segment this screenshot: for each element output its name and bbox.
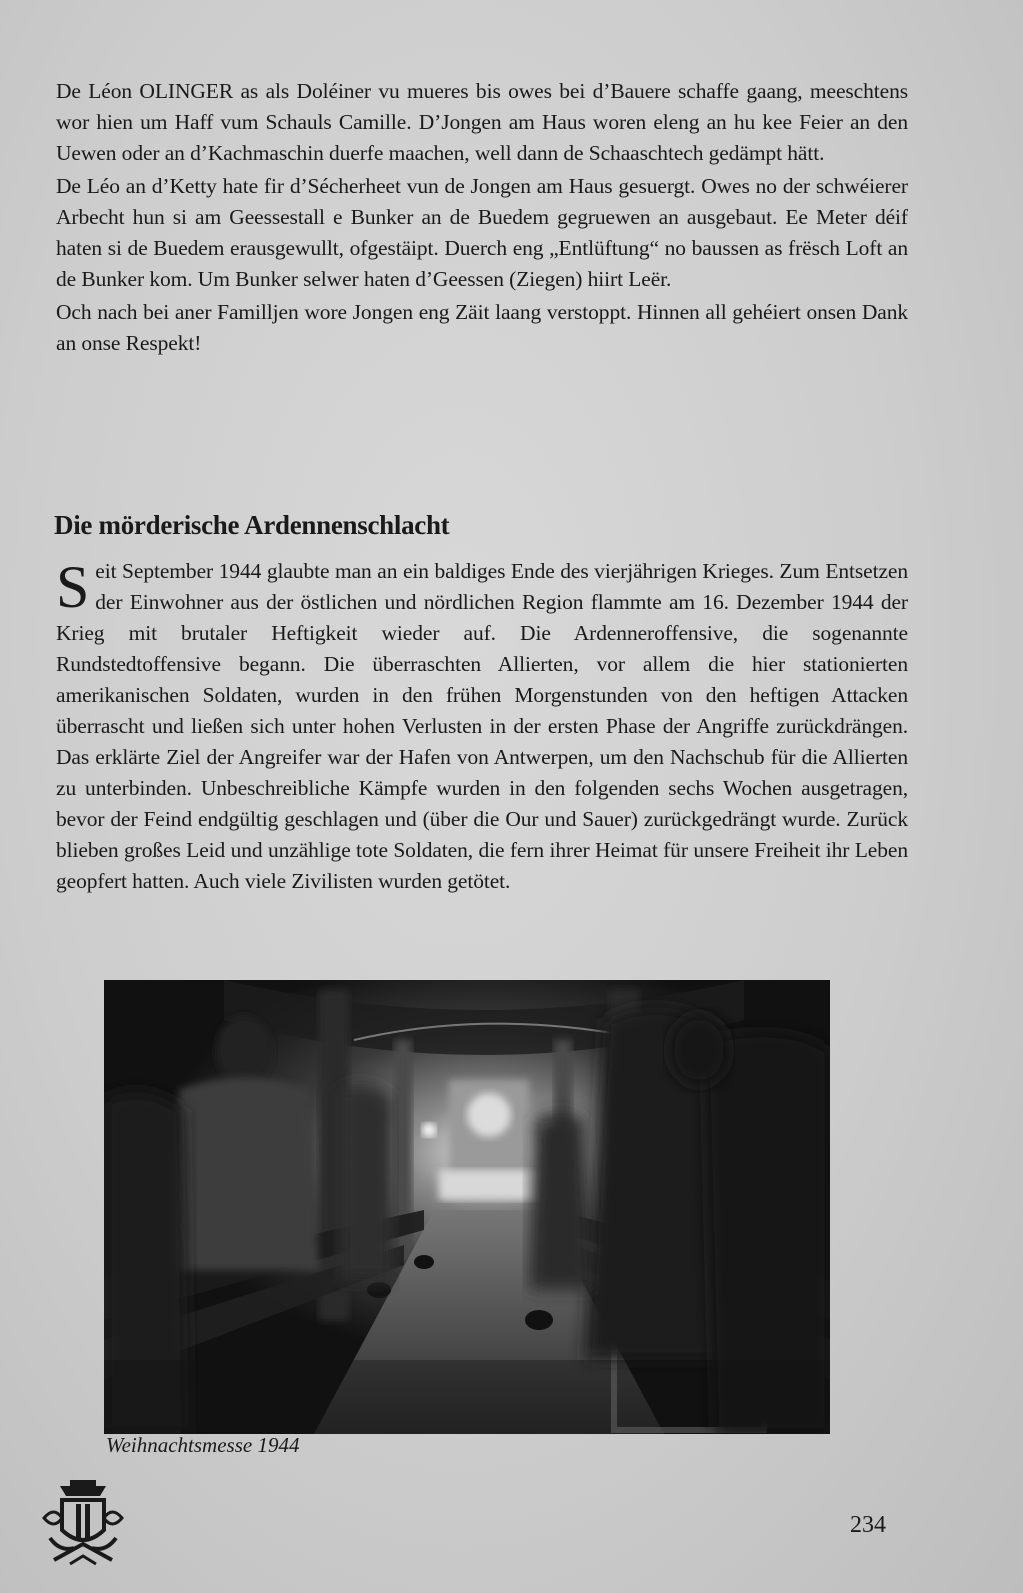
section-heading: Die mörderische Ardennenschlacht (54, 510, 450, 540)
page-number: 234 (850, 1512, 886, 1538)
section-body-text: eit September 1944 glaubte man an ein baldiges Ende des vierjährigen Krieges. Zum Entsetzen der Einwohner aus der östlichen und nördlichen Region flammte am 16. Dezember 1944 der Krieg mit brutaler Heftigkeit wieder auf. Die Ardenneroffensive, die sogenannte Rundstedtoffensive begann. Die überraschten Allierten, vor allem die hier stationierten amerikanischen Soldaten, wurden in den frühen Morgenstunden von den heftigen Attacken überrascht und ließen sich unter hohen Verlusten in der ersten Phase der Angriffe zurückdrängen. Das erklärte Ziel der Angreifer war der Hafen von Antwerpen, um den Nachschub für die Allierten zu unterbinden. Unbeschreibliche Kämpfe wurden in den folgenden sechs Wochen ausgetragen, bevor der Feind endgültig geschlagen und (über die Our und Sauer) zurückgedrängt wurde. Zurück blieben großes Leid und unzählige tote Soldaten, die fern ihrer Heimat für unsere Freiheit ihr Leben geopfert hatten. Auch viele Zivilisten wurden getötet. (56, 559, 908, 893)
photo-caption: Weihnachtsmesse 1944 (106, 1433, 300, 1457)
intro-paragraph-2: De Léo an d’Ketty hate fir d’Sécherheet vun de Jongen am Haus gesuergt. Owes no der schwéierer Arbecht hun si am Geessestall e Bunker an de Buedem gegruewen an ausgebaut. Ee Meter déif haten si de Buedem erausgewullt, ofgestäipt. Duerch eng „Entlüftung“ no baussen as frësch Loft an de Bunker kom. Um Bunker selwer haten d’Geessen (Ziegen) hiirt Leër. (56, 174, 908, 291)
intro-paragraph-1: De Léon OLINGER as als Doléiner vu mueres bis owes bei d’Bauere schaffe gaang, meeschtens wor hien um Haff vum Schauls Camille. D’Jongen am Haus woren eleng an hu kee Feier an den Uewen oder an d’Kachmaschin duerfe maachen, well dann de Schaaschtech gedämpt hätt. (56, 79, 908, 165)
section-paragraph (56, 556, 908, 897)
intro-paragraph-3: Och nach bei aner Familljen wore Jongen eng Zäit laang verstoppt. Hinnen all gehéiert onsen Dank an onse Respekt! (56, 300, 908, 355)
intro-text-block (56, 76, 908, 361)
photo-illustration (104, 980, 830, 1434)
heraldic-crest-icon (40, 1478, 126, 1568)
church-interior-photo (104, 980, 830, 1434)
drop-cap: S (56, 554, 90, 620)
section-text-block (56, 556, 908, 897)
